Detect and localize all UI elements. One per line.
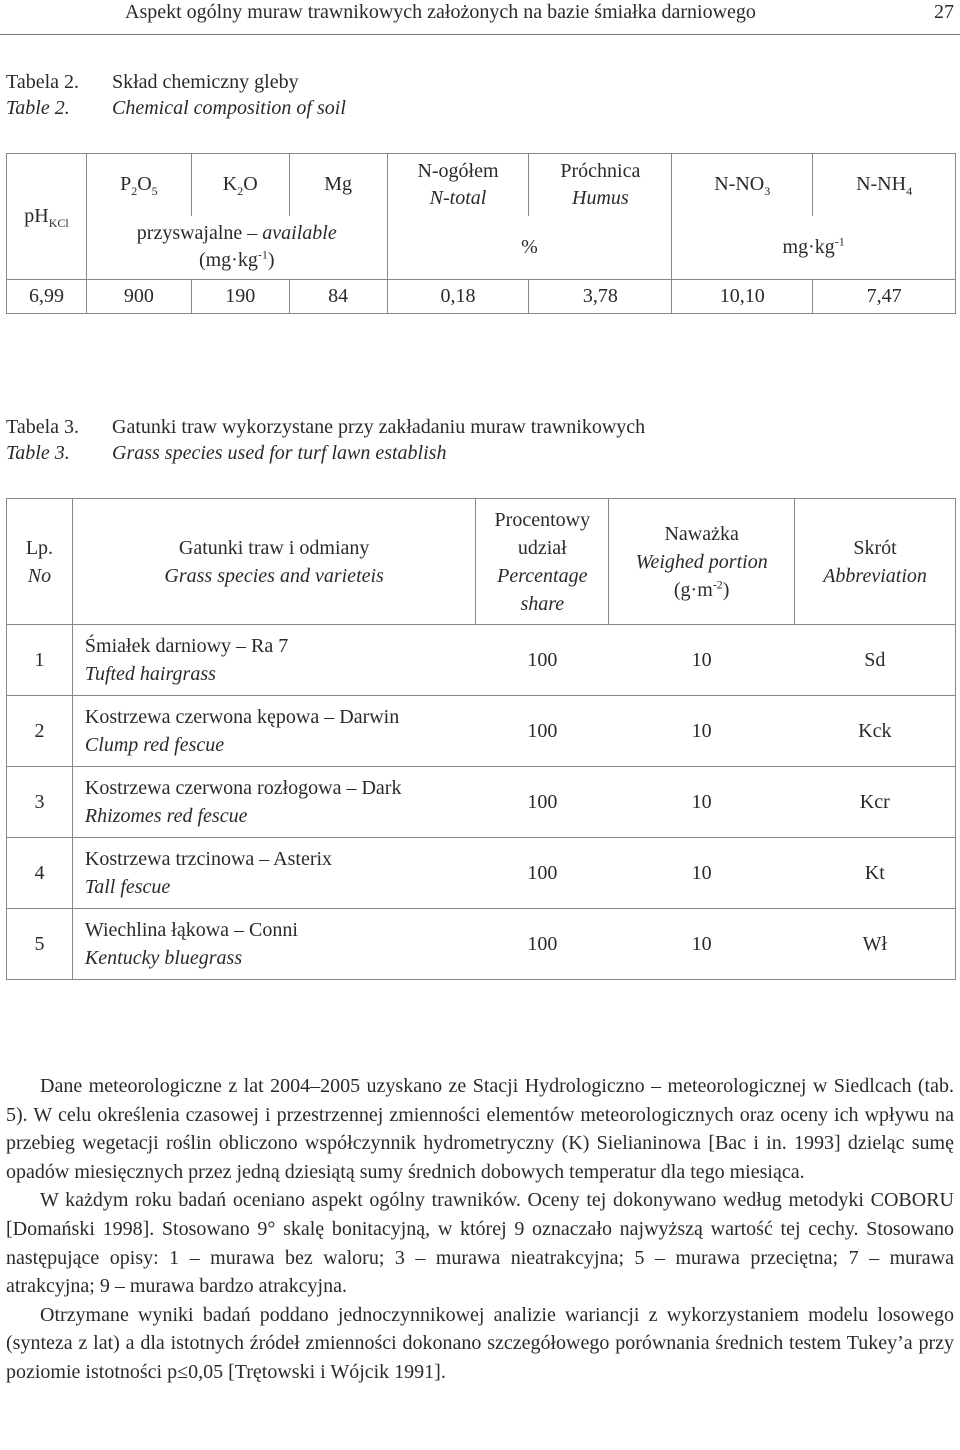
col-species: Gatunki traw i odmiany Grass species and varieteis xyxy=(72,499,475,625)
cell-nno3: 10,10 xyxy=(672,280,813,314)
table2-header-row-1 xyxy=(7,154,956,216)
table2-data-row xyxy=(7,280,956,314)
page-number: 27 xyxy=(934,1,954,23)
paragraph: W każdym roku badań oceniano aspekt ogólny trawników. Oceny tej dokonywano według metodyki COBORU [Domański 1998]. Stosowano 9° skalę bonitacyjną, w której 9 oznaczało najwyższą wartość tej cechy. Stosowano następujące opisy: 1 – murawa bez waloru; 3 – murawa nieatrakcyjna; 5 – murawa przeciętna; 7 – murawa atrakcyjna; 9 – murawa bardzo atrakcyjna. xyxy=(6,1189,954,1298)
col-percentage: Procentowy udział Percentage share xyxy=(476,499,609,625)
running-title: Aspekt ogólny muraw trawnikowych założonych na bazie śmiałka darniowego xyxy=(125,1,756,23)
col-no: Lp. No xyxy=(7,499,73,625)
units-percent: % xyxy=(387,216,672,280)
table3 xyxy=(6,498,956,980)
cell-k2o: 190 xyxy=(191,280,289,314)
table-row: 2 Kostrzewa czerwona kępowa – Darwin Clump red fescue 100 10 Kck xyxy=(7,696,956,767)
table3-title-en: Grass species used for turf lawn establish xyxy=(112,442,447,464)
cell-mg: 84 xyxy=(289,280,387,314)
table3-label-en: Table 3. xyxy=(6,442,70,464)
col-ph: $pH_{KCl}$ xyxy=(7,154,87,280)
col-humus: Próchnica Humus xyxy=(529,154,672,216)
body-text xyxy=(6,1072,954,1387)
cell-ntotal: 0,18 xyxy=(387,280,529,314)
table2-label-pl: Tabela 2. xyxy=(6,71,80,93)
units-available: przyswajalne – available $(mg\cdot kg^{-1})$ xyxy=(86,216,387,280)
table-row: 4 Kostrzewa trzcinowa – Asterix Tall fescue 100 10 Kt xyxy=(7,838,956,909)
col-nnh4: $N-NH_4$ xyxy=(813,154,956,216)
table2-header-row-2 xyxy=(7,216,956,280)
col-ntotal: N-ogółem N-total xyxy=(387,154,529,216)
col-abbreviation: Skrót Abbreviation xyxy=(795,499,956,625)
table-row: 1 Śmiałek darniowy – Ra 7 Tufted hairgrass 100 10 Sd xyxy=(7,625,956,696)
col-k2o: $K_2O$ xyxy=(191,154,289,216)
table-row: 5 Wiechlina łąkowa – Conni Kentucky bluegrass 100 10 Wł xyxy=(7,909,956,980)
header-rule xyxy=(0,34,960,35)
cell-nnh4: 7,47 xyxy=(813,280,956,314)
table3-label-pl: Tabela 3. xyxy=(6,416,80,438)
col-weighed-portion: Naważka Weighed portion $(g\cdot m^{-2})$ xyxy=(609,499,795,625)
cell-p2o5: 900 xyxy=(86,280,191,314)
table3-caption xyxy=(6,414,906,470)
units-mgkg: $mg\cdot kg^{-1}$ xyxy=(672,216,956,280)
table2-title-en: Chemical composition of soil xyxy=(112,97,346,119)
table3-title-pl: Gatunki traw wykorzystane przy zakładaniu muraw trawnikowych xyxy=(112,416,646,438)
cell-humus: 3,78 xyxy=(529,280,672,314)
table2-label-en: Table 2. xyxy=(6,97,70,119)
table2 xyxy=(6,153,956,314)
col-mg: Mg xyxy=(289,154,387,216)
table3-header-row xyxy=(7,499,956,625)
col-nno3: $N-NO_3$ xyxy=(672,154,813,216)
paragraph: Dane meteorologiczne z lat 2004–2005 uzyskano ze Stacji Hydrologiczno – meteorologicznej w Siedlcach (tab. 5). W celu określenia czasowej i przestrzennej zmienności elementów meteorologicznych oraz oceny ich wpływu na przebieg wegetacji roślin obliczono współczynnik hydrometryczny (K) Sielianinowa [Bac i in. 1993] dzieląc sumę opadów miesięcznych przez jedną dziesiątą sumy średnich dobowych temperatur dla tego miesiąca. xyxy=(6,1075,954,1183)
running-header xyxy=(0,0,960,36)
paragraph: Otrzymane wyniki badań poddano jednoczynnikowej analizie wariancji z wykorzystaniem modelu losowego (synteza z lat) a dla istotnych źródeł zmienności dokonano szczegółowego porównania średnich testem Tukey’a przy poziomie istotności p≤0,05 [Trętowski i Wójcik 1991]. xyxy=(6,1303,954,1383)
table-row: 3 Kostrzewa czerwona rozłogowa – Dark Rhizomes red fescue 100 10 Kcr xyxy=(7,767,956,838)
cell-ph: 6,99 xyxy=(7,280,87,314)
col-p2o5: $P_2O_5$ xyxy=(86,154,191,216)
table2-title-pl: Skład chemiczny gleby xyxy=(112,71,299,93)
table2-caption xyxy=(6,69,906,125)
